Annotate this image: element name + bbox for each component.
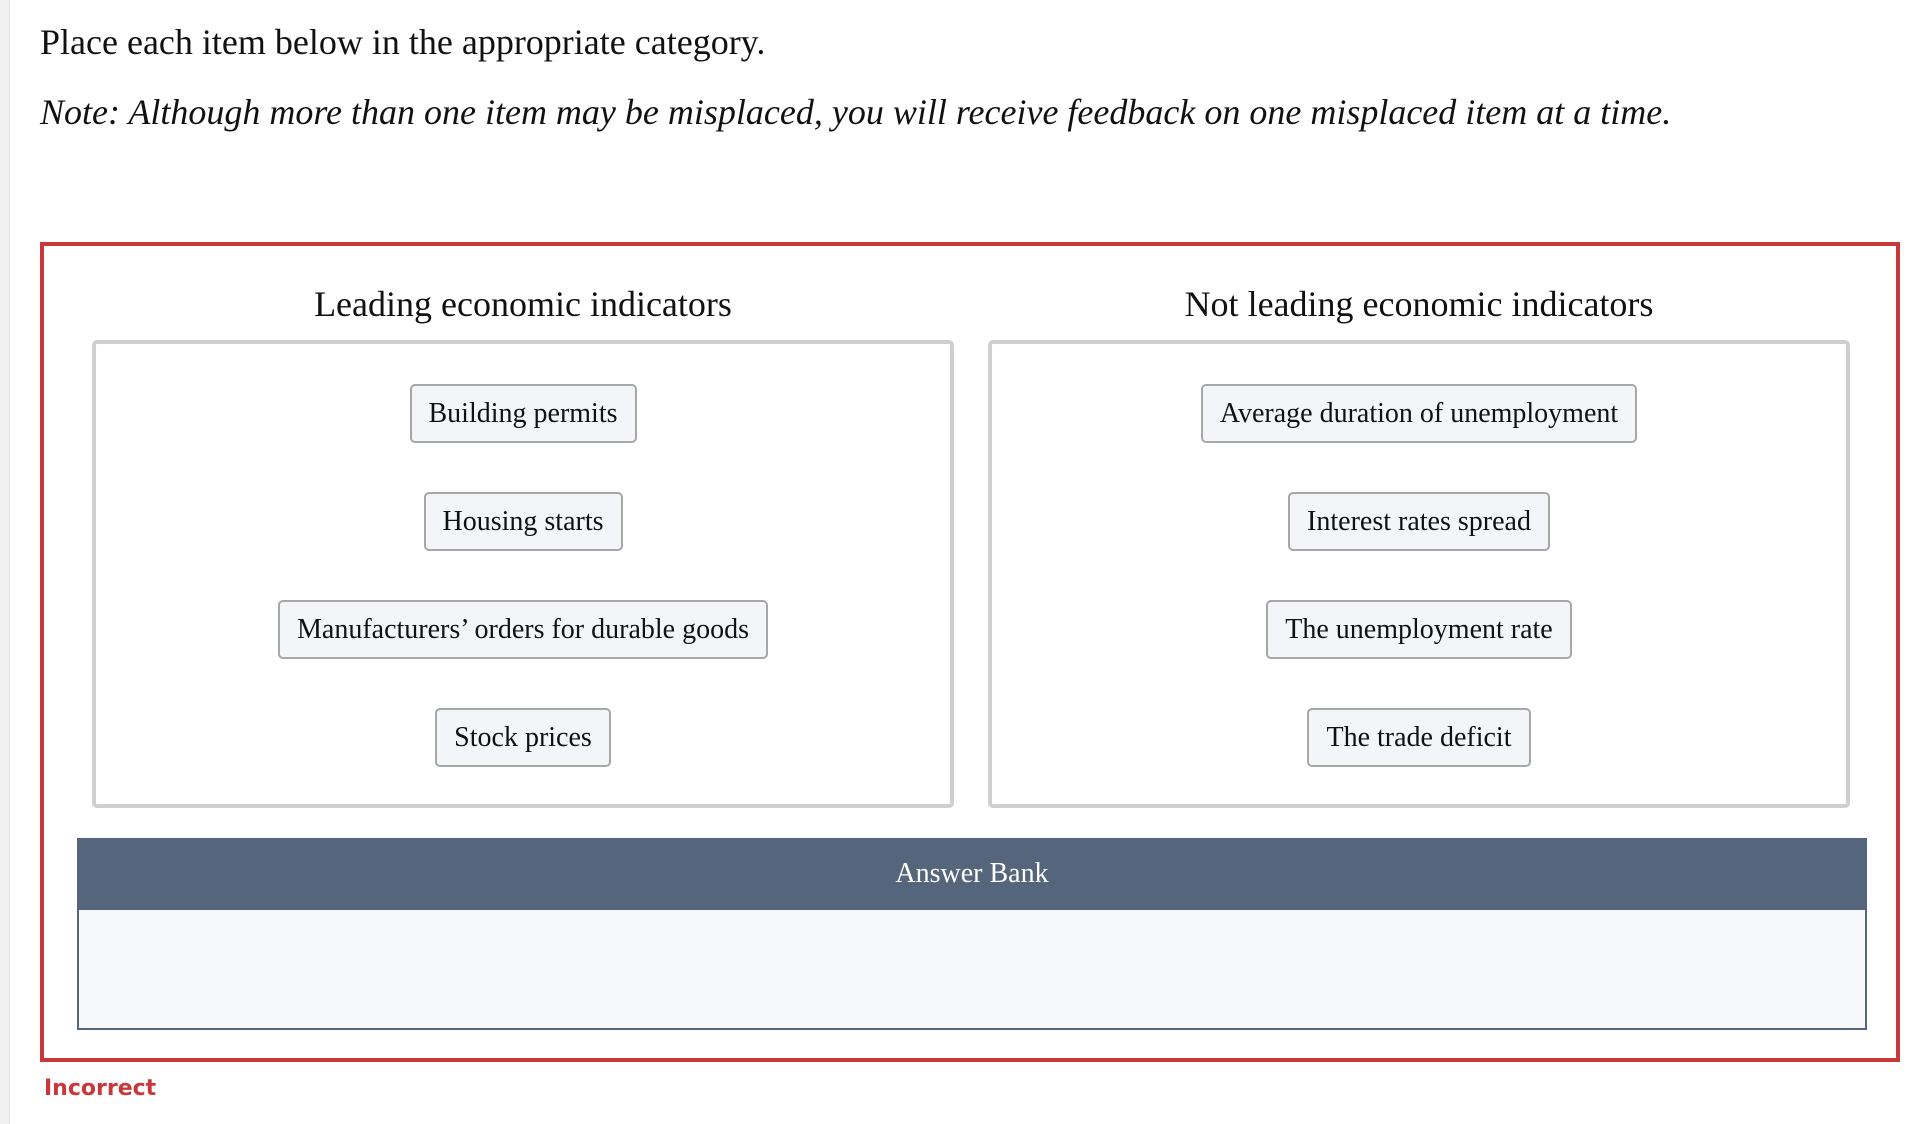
- instruction-note: Note: Although more than one item may be misplaced, you will receive feedback on one misplaced item at a time.: [40, 92, 1672, 132]
- answer-bank-header: Answer Bank: [77, 838, 1867, 910]
- answer-bank: [77, 838, 1867, 1030]
- answer-chip[interactable]: Housing starts: [424, 492, 623, 551]
- answer-chip[interactable]: Manufacturers’ orders for durable goods: [278, 600, 768, 659]
- question-frame: [40, 242, 1900, 1062]
- category-title-not-leading: Not leading economic indicators: [1184, 284, 1654, 324]
- answer-chip[interactable]: Building permits: [410, 384, 637, 443]
- instruction-prompt: Place each item below in the appropriate category.: [40, 22, 766, 62]
- category-not-leading: [988, 282, 1850, 808]
- answer-chip[interactable]: The trade deficit: [1307, 708, 1530, 767]
- answer-chip[interactable]: Interest rates spread: [1288, 492, 1550, 551]
- answer-bank-drop-zone[interactable]: [77, 910, 1867, 1030]
- drop-zone-not-leading[interactable]: [988, 340, 1850, 808]
- category-leading: [92, 282, 954, 808]
- category-title-leading: Leading economic indicators: [314, 284, 732, 324]
- answer-chip[interactable]: Average duration of unemployment: [1201, 384, 1637, 443]
- drop-zone-leading[interactable]: [92, 340, 954, 808]
- status-incorrect: Incorrect: [44, 1076, 157, 1101]
- instructions: [40, 18, 1900, 136]
- answer-chip[interactable]: Stock prices: [435, 708, 611, 767]
- page-left-rule: [0, 0, 10, 1124]
- answer-chip[interactable]: The unemployment rate: [1266, 600, 1571, 659]
